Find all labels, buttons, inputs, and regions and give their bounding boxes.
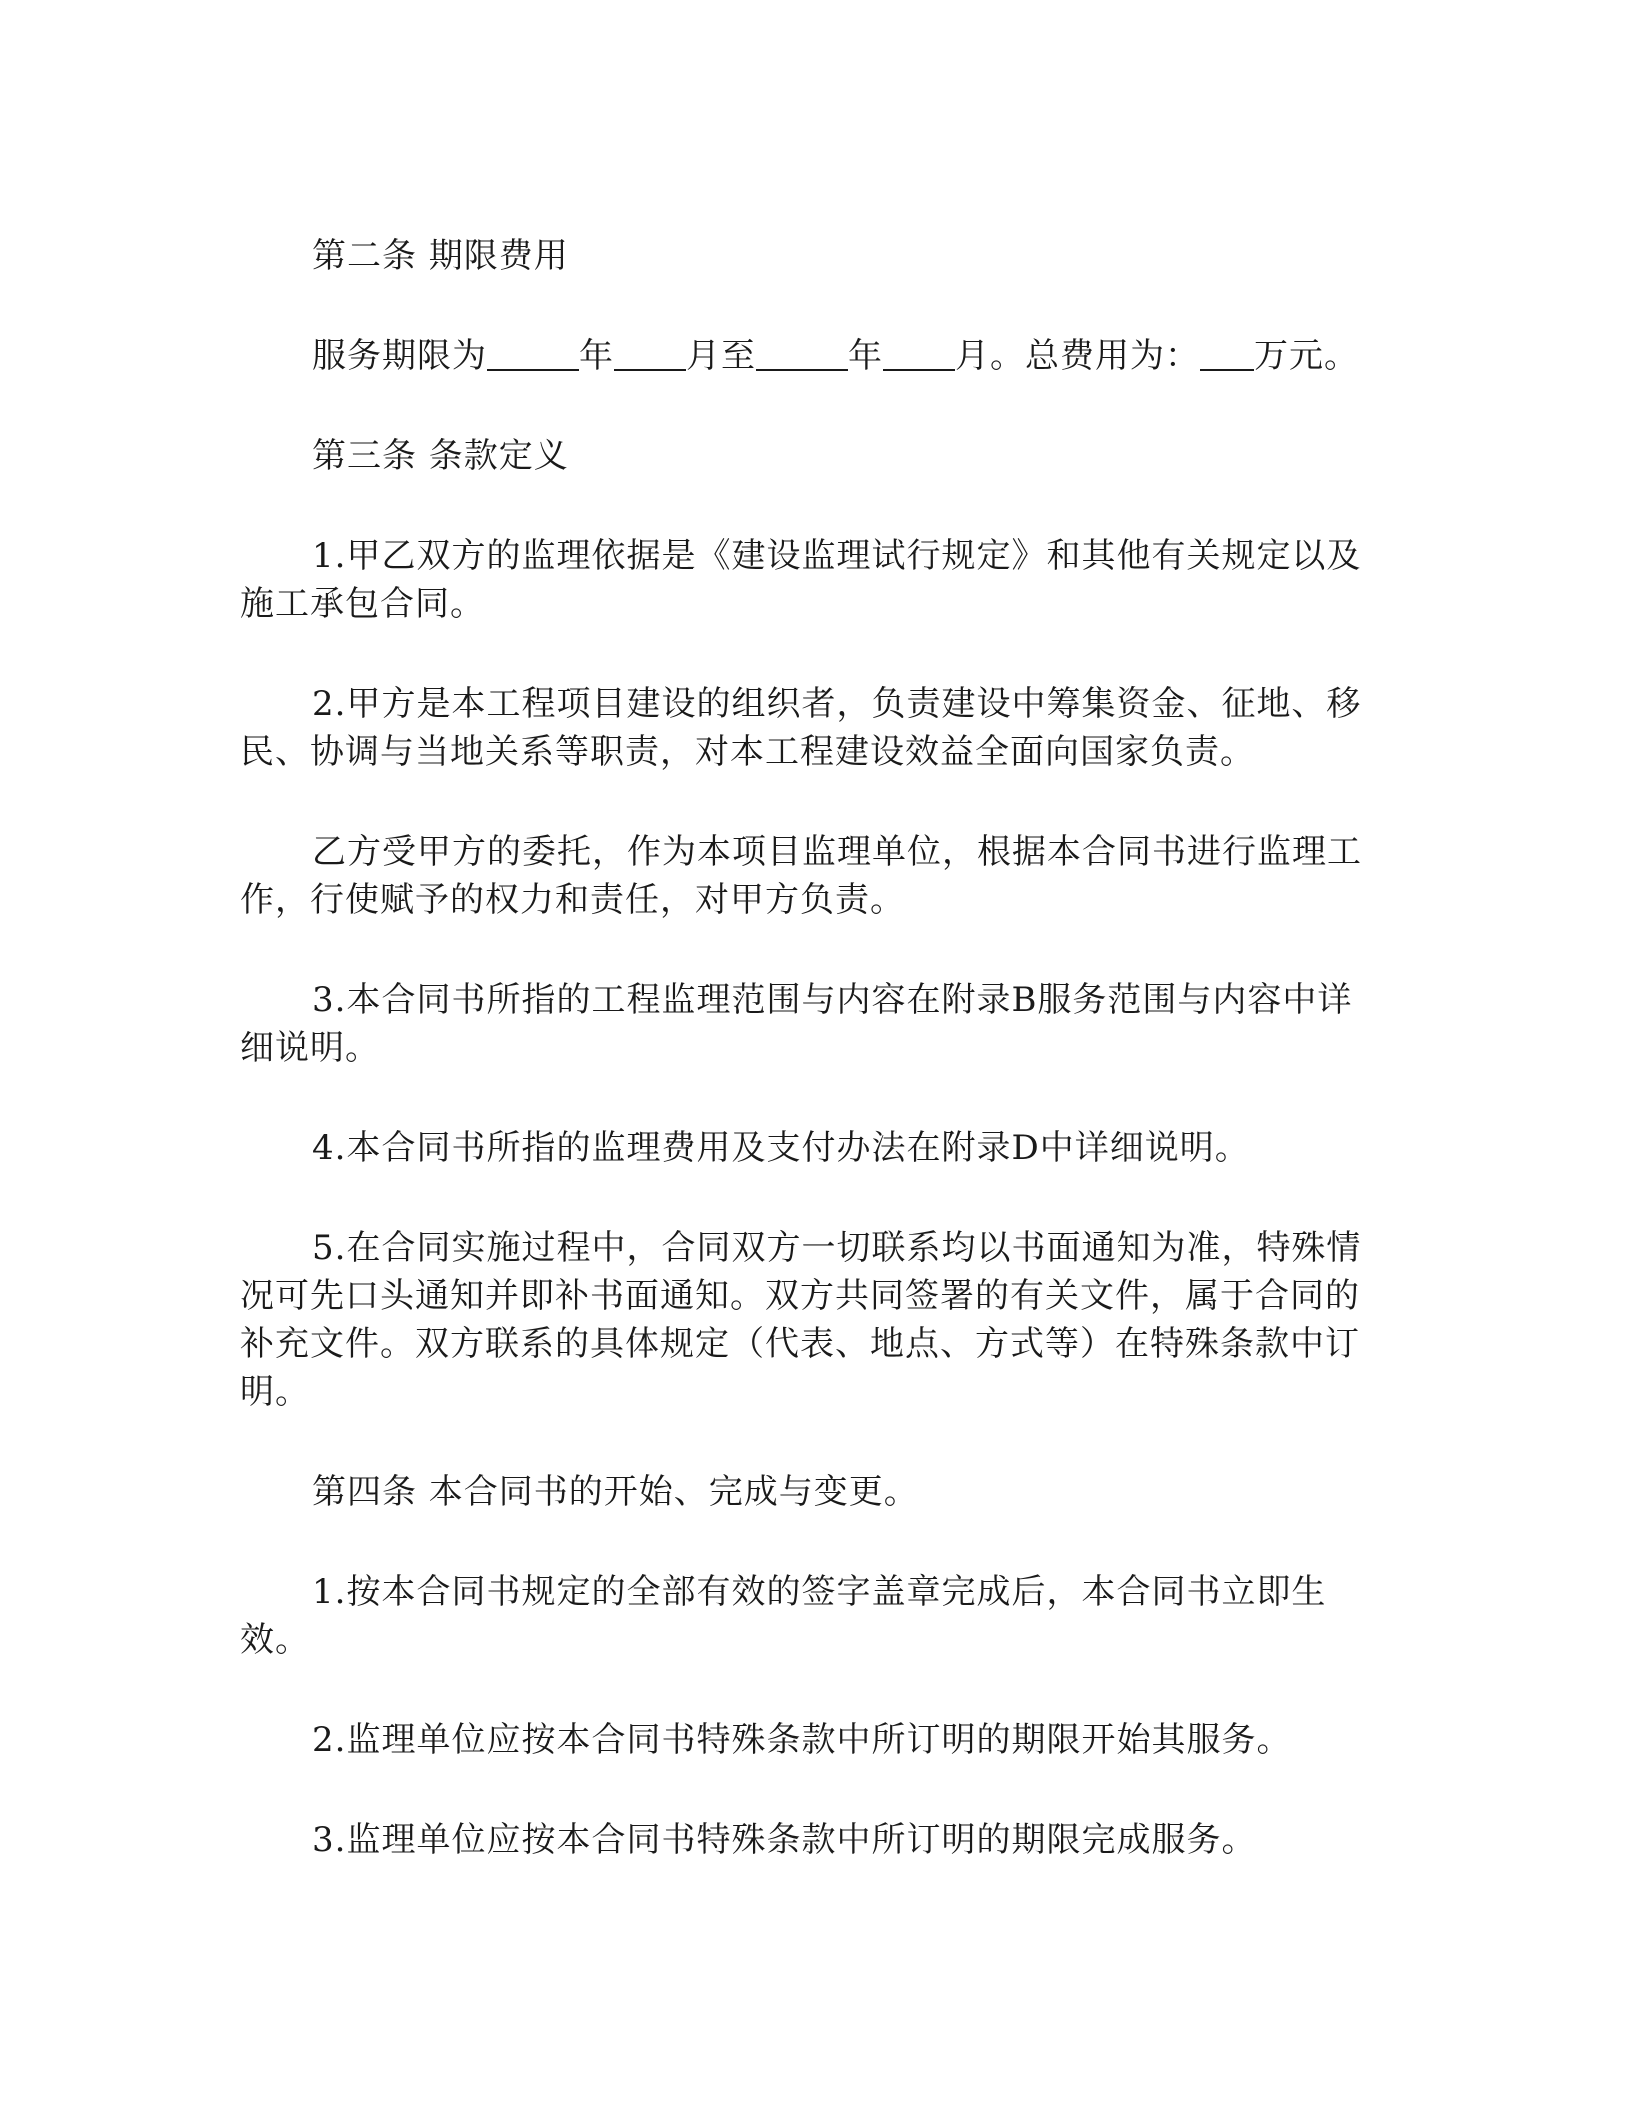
service-term-line xyxy=(240,332,1380,380)
term-year2: 年 xyxy=(848,336,883,376)
article3-item-5: 5.在合同实施过程中，合同双方一切联系均以书面通知为准，特殊情况可先口头通知并即补书面通知。双方共同签署的有关文件，属于合同的补充文件。双方联系的具体规定（代表、地点、方式等）在特殊条款中订明。 xyxy=(240,1228,1362,1412)
article3-item-2-continued: 乙方受甲方的委托，作为本项目监理单位，根据本合同书进行监理工作，行使赋予的权力和责任，对甲方负责。 xyxy=(240,832,1362,920)
term-month1: 月至 xyxy=(686,336,756,376)
article4-heading: 第四条 本合同书的开始、完成与变更。 xyxy=(312,1472,919,1512)
end-year-blank xyxy=(756,335,848,371)
term-month2: 月。总费用为： xyxy=(955,336,1200,376)
article4-item-2: 2.监理单位应按本合同书特殊条款中所订明的期限开始其服务。 xyxy=(312,1720,1292,1760)
article3-item-2: 2.甲方是本工程项目建设的组织者，负责建设中筹集资金、征地、移民、协调与当地关系等职责，对本工程建设效益全面向国家负责。 xyxy=(240,684,1362,772)
article4-item-1: 1.按本合同书规定的全部有效的签字盖章完成后，本合同书立即生效。 xyxy=(240,1572,1327,1660)
article3-heading: 第三条 条款定义 xyxy=(312,436,569,476)
article2-heading: 第二条 期限费用 xyxy=(312,236,569,276)
start-year-blank xyxy=(487,335,579,371)
term-prefix: 服务期限为 xyxy=(312,336,487,376)
total-fee-blank xyxy=(1200,335,1254,371)
term-suffix: 万元。 xyxy=(1254,336,1359,376)
article4-item-3: 3.监理单位应按本合同书特殊条款中所订明的期限完成服务。 xyxy=(312,1820,1257,1860)
end-month-blank xyxy=(883,335,955,371)
article3-item-1: 1.甲乙双方的监理依据是《建设监理试行规定》和其他有关规定以及施工承包合同。 xyxy=(240,536,1362,624)
start-month-blank xyxy=(614,335,686,371)
article3-item-4: 4.本合同书所指的监理费用及支付办法在附录D中详细说明。 xyxy=(312,1128,1250,1168)
document-page xyxy=(240,232,1380,1916)
article3-item-3: 3.本合同书所指的工程监理范围与内容在附录B服务范围与内容中详细说明。 xyxy=(240,980,1353,1068)
term-year1: 年 xyxy=(579,336,614,376)
